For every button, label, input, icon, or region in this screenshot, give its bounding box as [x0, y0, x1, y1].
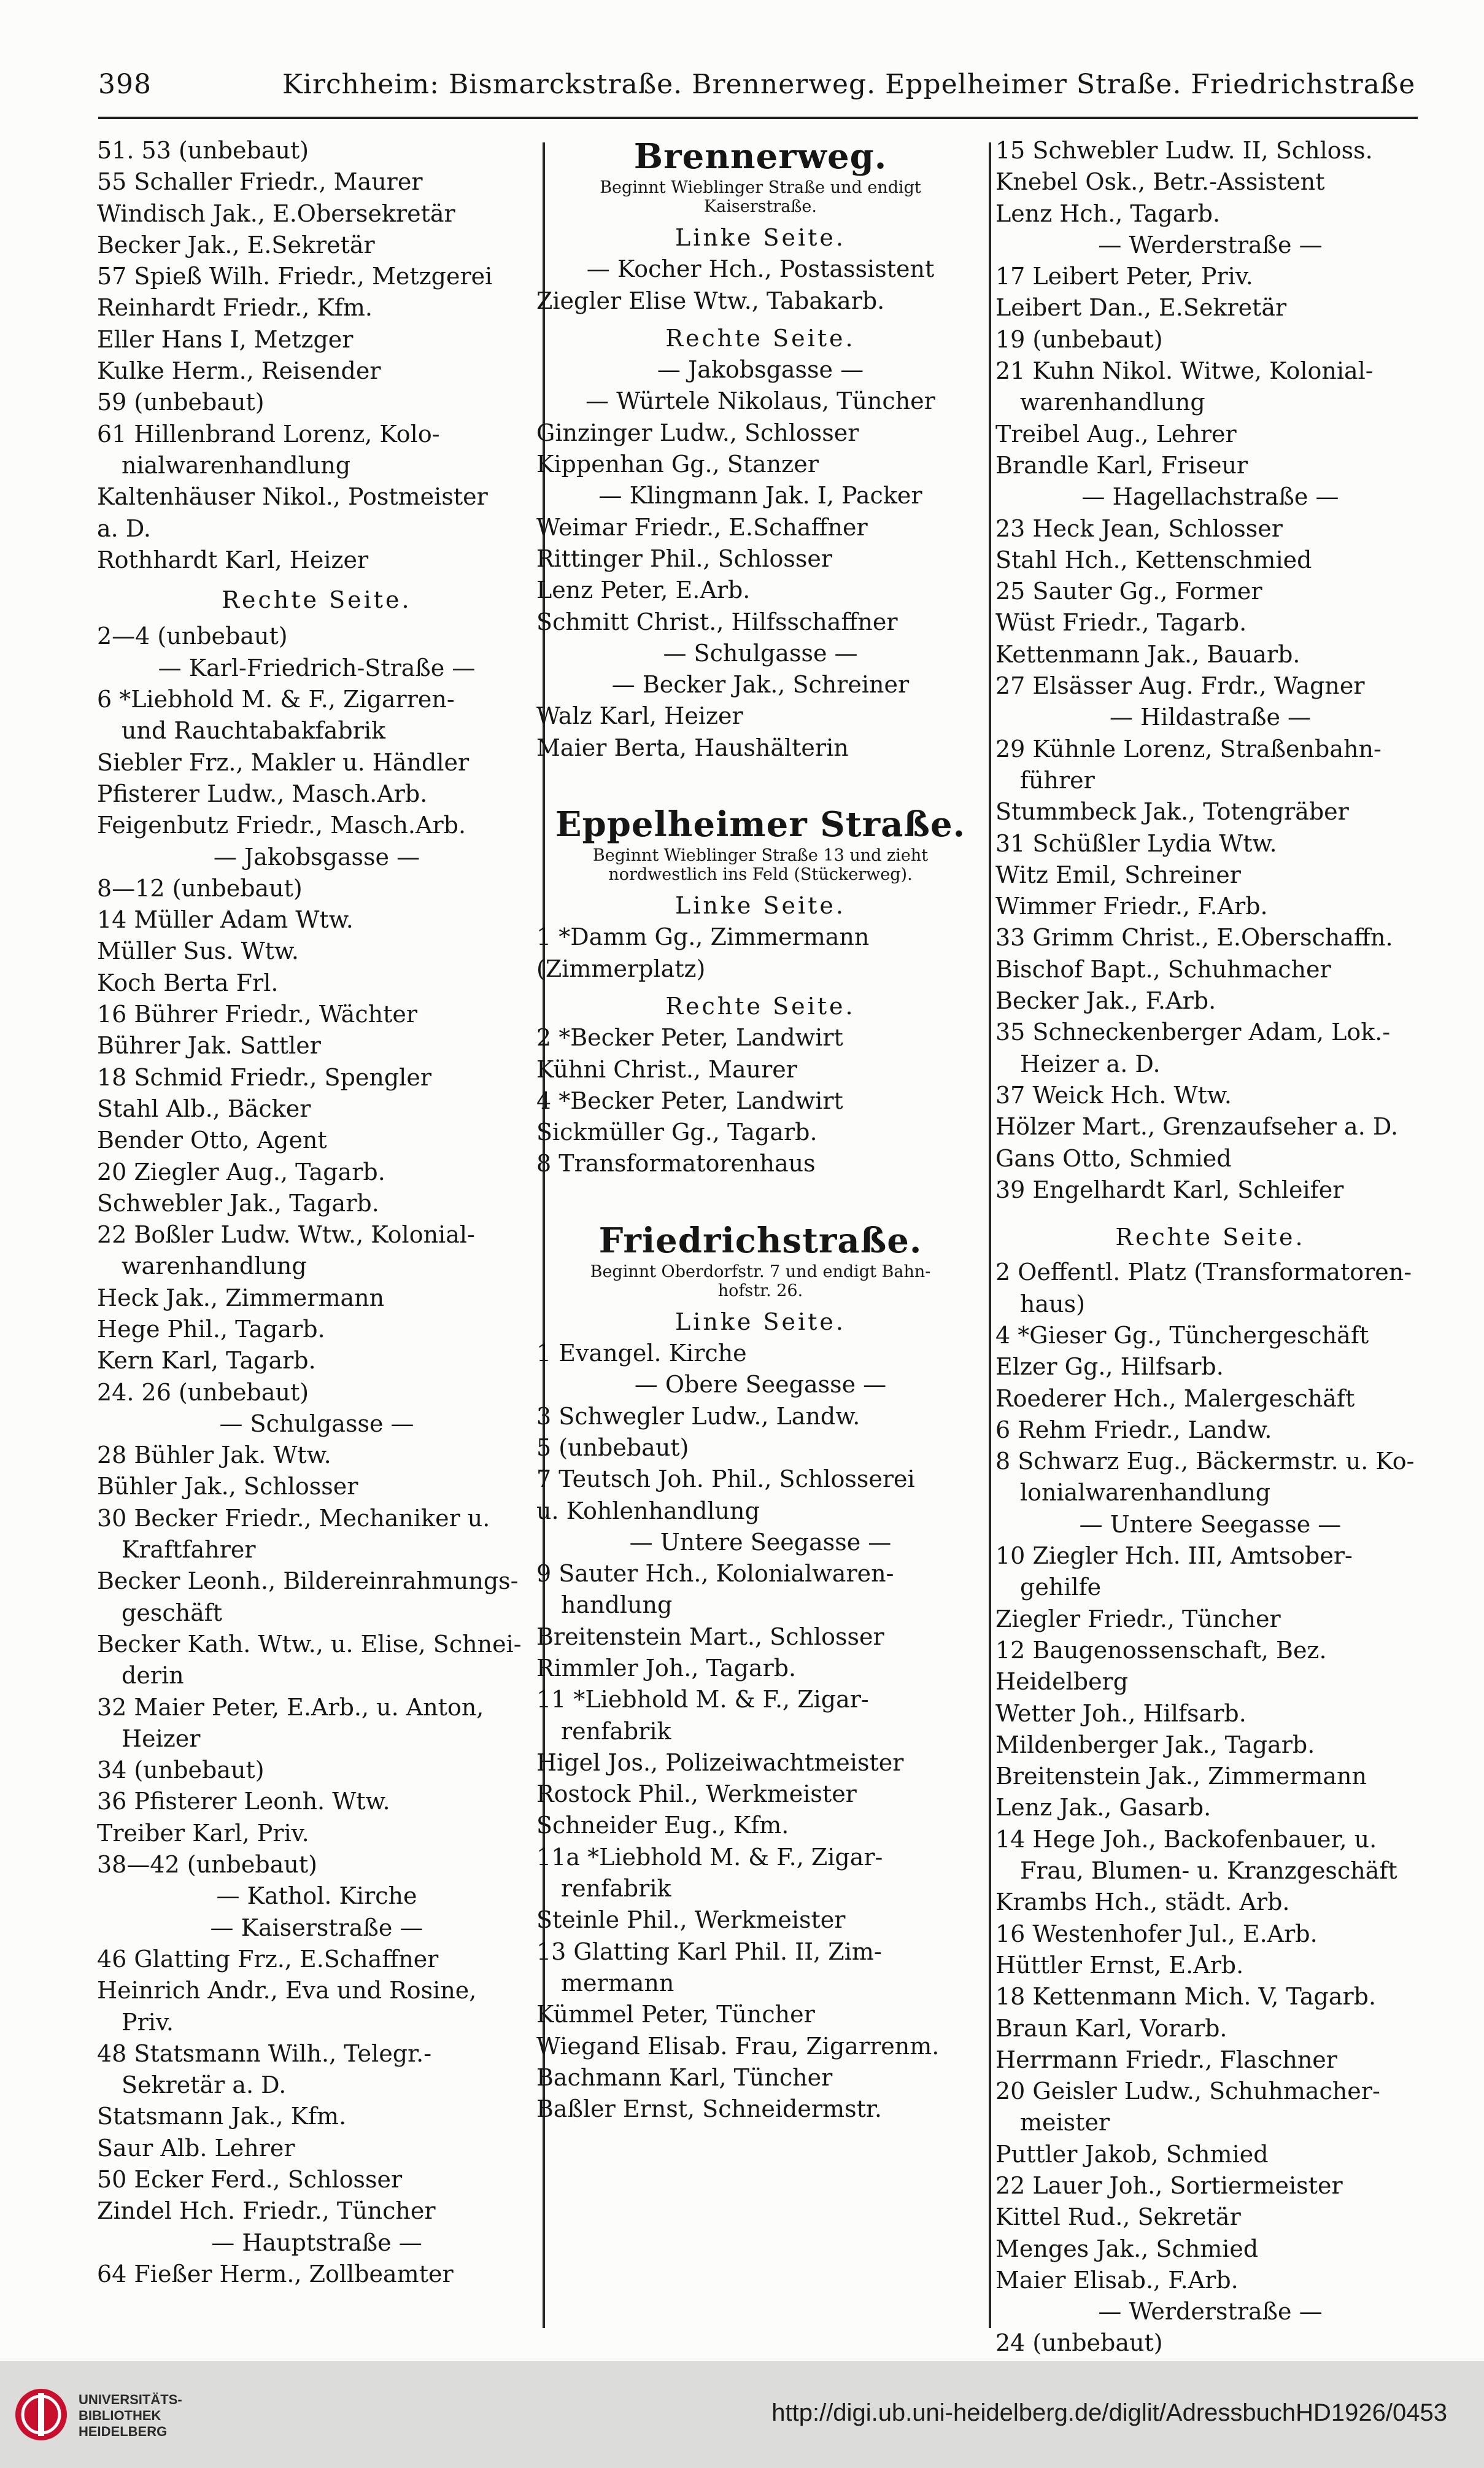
- resident-entry: Stahl Alb., Bäcker: [97, 1095, 311, 1122]
- resident-entry: Hölzer Mart., Grenzaufseher a. D.: [995, 1113, 1399, 1141]
- address-entry: 20 Geisler Ludw., Schuhmacher-: [995, 2078, 1380, 2105]
- resident-entry: Rostock Phil., Werkmeister: [536, 1780, 857, 1808]
- resident-entry: Rimmler Joh., Tagarb.: [536, 1654, 797, 1682]
- resident-entry: Higel Jos., Polizeiwachtmeister: [536, 1748, 904, 1776]
- address-entry: 57 Spieß Wilh. Friedr., Metzgerei: [97, 263, 493, 290]
- resident-entry: Weimar Friedr., E.Schaffner: [536, 513, 868, 541]
- address-entry: 59 (unbebaut): [97, 389, 265, 416]
- resident-entry: Schwebler Jak., Tagarb.: [97, 1189, 379, 1217]
- resident-entry: Maier Elisab., F.Arb.: [995, 2266, 1239, 2294]
- entry-continuation: warenhandlung: [122, 1252, 307, 1280]
- resident-entry: Hüttler Ernst, E.Arb.: [995, 1951, 1244, 1979]
- resident-entry: Bührer Jak. Sattler: [97, 1032, 321, 1060]
- resident-entry: Eller Hans I, Metzger: [97, 325, 354, 353]
- entry-continuation: meister: [1020, 2109, 1110, 2136]
- cross-street-marker: — Kathol. Kirche: [216, 1882, 417, 1910]
- address-entry: 10 Ziegler Hch. III, Amtsober-: [995, 1542, 1353, 1570]
- resident-entry: Koch Berta Frl.: [97, 969, 279, 996]
- brennerweg-entries-right: [536, 354, 984, 764]
- friedrichstrasse-entries-right: [995, 1257, 1425, 2359]
- resident-entry: Kippenhan Gg., Stanzer: [536, 451, 819, 478]
- address-entry: (Zimmerplatz): [536, 955, 706, 982]
- entry-continuation: geschäft: [122, 1599, 223, 1626]
- address-entry: 8 Transformatorenhaus: [536, 1150, 816, 1178]
- entry-continuation: Sekretär a. D.: [122, 2071, 287, 2099]
- resident-entry: Braun Karl, Vorarb.: [995, 2014, 1227, 2042]
- entry-continuation: gehilfe: [1020, 1574, 1102, 1601]
- address-entry: 1 Evangel. Kirche: [536, 1340, 747, 1367]
- address-entry: 6 *Liebhold M. & F., Zigarren-: [97, 686, 455, 713]
- resident-entry: Windisch Jak., E.Obersekretär: [97, 200, 455, 227]
- resident-entry: Siebler Frz., Makler u. Händler: [97, 748, 470, 776]
- cross-street-marker: — Karl-Friedrich-Straße —: [158, 654, 476, 681]
- address-entry: 4 *Becker Peter, Landwirt: [536, 1087, 843, 1114]
- resident-entry: Herrmann Friedr., Flaschner: [995, 2046, 1337, 2073]
- resident-entry: Heck Jak., Zimmermann: [97, 1284, 385, 1311]
- header-rule: [98, 117, 1418, 119]
- address-entry: 14 Müller Adam Wtw.: [97, 906, 354, 934]
- street-note: Beginnt Wieblinger Straße 13 und zieht: [592, 846, 929, 866]
- address-entry: 50 Ecker Ferd., Schlosser: [97, 2166, 403, 2193]
- resident-entry: Schmitt Christ., Hilfsschaffner: [536, 608, 898, 635]
- cross-street-marker: — Werderstraße —: [1098, 2298, 1323, 2326]
- entry-continuation: renfabrik: [561, 1717, 671, 1745]
- cross-street-marker: — Jakobsgasse —: [657, 356, 864, 384]
- entry-continuation: Priv.: [122, 2008, 174, 2036]
- entry-continuation: warenhandlung: [1020, 389, 1205, 416]
- resident-entry: Lenz Jak., Gasarb.: [995, 1794, 1212, 1822]
- resident-entry: Breitenstein Jak., Zimmermann: [995, 1763, 1367, 1790]
- page-header: [98, 69, 1416, 112]
- street-note: Beginnt Wieblinger Straße und endigt: [600, 178, 921, 197]
- cross-street-marker: — Hauptstraße —: [211, 2229, 422, 2256]
- column-middle: [536, 135, 984, 2339]
- resident-entry: Stahl Hch., Kettenschmied: [995, 546, 1312, 573]
- resident-entry: Ziegler Elise Wtw., Tabakarb.: [536, 287, 885, 314]
- street-heading-eppelheimer: Eppelheimer Straße.: [555, 804, 966, 845]
- resident-entry: Becker Jak., F.Arb.: [995, 987, 1216, 1015]
- address-entry: 48 Statsmann Wilh., Telegr.-: [97, 2039, 432, 2067]
- address-entry: 27 Elsässer Aug. Frdr., Wagner: [995, 672, 1365, 700]
- cross-street-marker: — Kaiserstraße —: [210, 1914, 423, 1941]
- resident-entry: Kümmel Peter, Tüncher: [536, 2001, 815, 2028]
- entry-continuation: mermann: [561, 1969, 674, 1997]
- friedrichstrasse-entries-left: [536, 1338, 984, 2125]
- address-entry: 9 Sauter Hch., Kolonialwaren-: [536, 1560, 894, 1588]
- resident-entry: Puttler Jakob, Schmied: [995, 2140, 1269, 2168]
- resident-entry: Lenz Peter, E.Arb.: [536, 576, 751, 604]
- brennerweg-entries-left: [536, 254, 984, 317]
- address-entry: 15 Schwebler Ludw. II, Schloss.: [995, 137, 1373, 164]
- entry-continuation: lonialwarenhandlung: [1020, 1479, 1271, 1507]
- cross-street-marker: — Werderstraße —: [1098, 231, 1323, 258]
- address-entry: 4 *Gieser Gg., Tünchergeschäft: [995, 1321, 1369, 1349]
- source-url[interactable]: http://digi.ub.uni-heidelberg.de/diglit/AdressbuchHD1926/0453: [771, 2399, 1447, 2426]
- resident-entry: Pfisterer Ludw., Masch.Arb.: [97, 780, 428, 807]
- address-entry: 29 Kühnle Lorenz, Straßenbahn-: [995, 735, 1382, 763]
- address-entry: 36 Pfisterer Leonh. Wtw.: [97, 1788, 390, 1815]
- address-entry: 61 Hillenbrand Lorenz, Kolo-: [97, 420, 440, 448]
- resident-entry: Kittel Rud., Sekretär: [995, 2203, 1241, 2231]
- address-entry: 5 (unbebaut): [536, 1434, 689, 1461]
- cross-street-marker: — Obere Seegasse —: [634, 1371, 887, 1399]
- resident-entry: Baßler Ernst, Schneidermstr.: [536, 2095, 882, 2123]
- resident-entry: Wiegand Elisab. Frau, Zigarrenm.: [536, 2032, 940, 2060]
- resident-entry: Zindel Hch. Friedr., Tüncher: [97, 2197, 436, 2225]
- address-entry: 14 Hege Joh., Backofenbauer, u.: [995, 1825, 1377, 1853]
- resident-entry: Knebel Osk., Betr.-Assistent: [995, 168, 1325, 196]
- resident-entry: Leibert Dan., E.Sekretär: [995, 294, 1287, 322]
- resident-entry: Saur Alb. Lehrer: [97, 2134, 295, 2162]
- resident-entry: Treibel Aug., Lehrer: [995, 420, 1237, 448]
- resident-entry: Wetter Joh., Hilfsarb.: [995, 1699, 1246, 1727]
- resident-entry: Becker Leonh., Bildereinrahmungs-: [97, 1567, 519, 1595]
- entry-continuation: Kraftfahrer: [122, 1536, 256, 1564]
- section-label-linke: Linke Seite.: [675, 892, 846, 920]
- resident-entry: Bischof Bapt., Schuhmacher: [995, 955, 1331, 983]
- resident-entry: Breitenstein Mart., Schlosser: [536, 1623, 884, 1650]
- address-entry: 17 Leibert Peter, Priv.: [995, 263, 1253, 290]
- address-entry: 25 Sauter Gg., Former: [995, 578, 1262, 605]
- resident-entry: Roederer Hch., Malergeschäft: [995, 1384, 1355, 1412]
- entry-continuation: Heizer a. D.: [1020, 1050, 1161, 1077]
- friedrichstrasse-entries-left-cont: [995, 135, 1425, 1206]
- page-number: 398: [98, 69, 152, 100]
- resident-entry: Kaltenhäuser Nikol., Postmeister: [97, 483, 488, 511]
- cross-street-marker: — Würtele Nikolaus, Tüncher: [585, 387, 935, 415]
- address-entry: 2 *Becker Peter, Landwirt: [536, 1024, 843, 1052]
- resident-entry: Brandle Karl, Friseur: [995, 451, 1248, 479]
- resident-entry: Becker Kath. Wtw., u. Elise, Schnei-: [97, 1630, 522, 1658]
- address-entry: 38—42 (unbebaut): [97, 1851, 317, 1879]
- library-logo-icon: [14, 2387, 69, 2442]
- street-heading-friedrichstrasse: Friedrichstraße.: [598, 1220, 922, 1261]
- cross-street-marker: — Schulgasse —: [663, 639, 858, 667]
- address-entry: 32 Maier Peter, E.Arb., u. Anton,: [97, 1693, 484, 1721]
- cross-street-marker: — Hagellachstraße —: [1081, 483, 1339, 511]
- address-entry: 2—4 (unbebaut): [97, 623, 288, 650]
- street-note: Beginnt Oberdorfstr. 7 und endigt Bahn-: [590, 1262, 931, 1281]
- address-entry: 37 Weick Hch. Wtw.: [995, 1081, 1232, 1109]
- entry-continuation: handlung: [561, 1591, 673, 1619]
- resident-entry: Mildenberger Jak., Tagarb.: [995, 1731, 1315, 1758]
- resident-entry: Sickmüller Gg., Tagarb.: [536, 1119, 817, 1146]
- resident-entry: Bühler Jak., Schlosser: [97, 1473, 358, 1500]
- address-entry: 13 Glatting Karl Phil. II, Zim-: [536, 1938, 882, 1965]
- column-divider: [989, 142, 991, 2328]
- library-name: UNIVERSITÄTS- BIBLIOTHEK HEIDELBERG: [79, 2392, 182, 2439]
- resident-entry: Müller Sus. Wtw.: [97, 937, 300, 965]
- address-entry: 2 Oeffentl. Platz (Transformatoren-: [995, 1259, 1412, 1286]
- address-entry: 8—12 (unbebaut): [97, 874, 303, 902]
- address-entry: 24. 26 (unbebaut): [97, 1378, 309, 1406]
- street-note: Kaiserstraße.: [704, 197, 817, 216]
- street-note: nordwestlich ins Feld (Stückerweg).: [608, 865, 913, 885]
- address-entry: 35 Schneckenberger Adam, Lok.-: [995, 1019, 1391, 1046]
- section-label-linke: Linke Seite.: [675, 224, 846, 251]
- resident-entry: Hege Phil., Tagarb.: [97, 1315, 325, 1343]
- address-entry: 51. 53 (unbebaut): [97, 137, 309, 164]
- resident-entry: Kettenmann Jak., Bauarb.: [995, 640, 1300, 668]
- resident-entry: Krambs Hch., städt. Arb.: [995, 1888, 1290, 1916]
- cross-street-marker: — Klingmann Jak. I, Packer: [598, 482, 922, 510]
- resident-entry: Statsmann Jak., Kfm.: [97, 2103, 347, 2130]
- page-title: Kirchheim: Bismarckstraße. Brennerweg. Eppelheimer Straße. Friedrichstraße: [282, 69, 1416, 100]
- resident-entry: Wüst Friedr., Tagarb.: [995, 609, 1247, 637]
- resident-entry: u. Kohlenhandlung: [536, 1497, 760, 1524]
- resident-entry: Schneider Eug., Kfm.: [536, 1812, 789, 1839]
- bismarck-entries-left: [97, 135, 536, 576]
- column-left: [97, 135, 536, 2339]
- address-entry: 39 Engelhardt Karl, Schleifer: [995, 1176, 1344, 1203]
- footer-bar: [0, 2361, 1484, 2468]
- address-entry: 11 *Liebhold M. & F., Zigar-: [536, 1686, 869, 1713]
- section-label-rechte: Rechte Seite.: [222, 586, 412, 614]
- resident-entry: Rothhardt Karl, Heizer: [97, 546, 369, 573]
- address-entry: 55 Schaller Friedr., Maurer: [97, 168, 423, 196]
- eppelheimer-entries-right: [536, 1022, 984, 1179]
- address-entry: 12 Baugenossenschaft, Bez.: [995, 1636, 1327, 1664]
- address-entry: 31 Schüßler Lydia Wtw.: [995, 829, 1277, 857]
- entry-continuation: führer: [1020, 766, 1095, 794]
- section-label-linke: Linke Seite.: [675, 1308, 846, 1335]
- resident-entry: Bachmann Karl, Tüncher: [536, 2063, 833, 2091]
- address-entry: 33 Grimm Christ., E.Oberschaffn.: [995, 924, 1393, 952]
- address-entry: 16 Bührer Friedr., Wächter: [97, 1001, 418, 1028]
- address-entry: 18 Kettenmann Mich. V, Tagarb.: [995, 1983, 1377, 2011]
- cross-street-marker: — Untere Seegasse —: [1079, 1510, 1342, 1538]
- column-right: [995, 135, 1425, 2357]
- street-note: hofstr. 26.: [717, 1281, 803, 1300]
- address-entry: 22 Lauer Joh., Sortiermeister: [995, 2172, 1343, 2199]
- address-entry: 21 Kuhn Nikol. Witwe, Kolonial-: [995, 357, 1374, 385]
- resident-entry: Kühni Christ., Maurer: [536, 1055, 797, 1083]
- section-label-rechte: Rechte Seite.: [665, 324, 856, 352]
- street-heading-brennerweg: Brennerweg.: [633, 136, 887, 177]
- entry-continuation: und Rauchtabakfabrik: [122, 717, 386, 745]
- address-entry: 6 Rehm Friedr., Landw.: [995, 1416, 1272, 1443]
- cross-street-marker: — Becker Jak., Schreiner: [611, 671, 910, 699]
- address-entry: 46 Glatting Frz., E.Schaffner: [97, 1945, 439, 1973]
- resident-entry: Gans Otto, Schmied: [995, 1144, 1232, 1172]
- cross-street-marker: — Untere Seegasse —: [629, 1528, 892, 1556]
- address-entry: 18 Schmid Friedr., Spengler: [97, 1063, 431, 1091]
- resident-entry: Witz Emil, Schreiner: [995, 861, 1241, 888]
- address-entry: 16 Westenhofer Jul., E.Arb.: [995, 1920, 1318, 1947]
- resident-entry: Maier Berta, Haushälterin: [536, 734, 849, 761]
- address-entry: 24 (unbebaut): [995, 2329, 1163, 2357]
- resident-entry: Ziegler Friedr., Tüncher: [995, 1605, 1281, 1632]
- address-entry: 11a *Liebhold M. & F., Zigar-: [536, 1843, 883, 1871]
- resident-entry: Steinle Phil., Werkmeister: [536, 1906, 846, 1934]
- resident-entry: Walz Karl, Heizer: [536, 702, 743, 730]
- resident-entry: Stummbeck Jak., Totengräber: [995, 798, 1349, 826]
- resident-entry: Heinrich Andr., Eva und Rosine,: [97, 1977, 477, 2004]
- address-entry: 20 Ziegler Aug., Tagarb.: [97, 1158, 385, 1185]
- resident-entry: Lenz Hch., Tagarb.: [995, 200, 1221, 227]
- resident-entry: Menges Jak., Schmied: [995, 2235, 1259, 2262]
- resident-entry: Kern Karl, Tagarb.: [97, 1347, 316, 1375]
- resident-entry: Reinhardt Friedr., Kfm.: [97, 294, 373, 322]
- resident-entry: Kulke Herm., Reisender: [97, 357, 381, 385]
- resident-entry: Bender Otto, Agent: [97, 1127, 327, 1154]
- cross-street-marker: — Kocher Hch., Postassistent: [586, 255, 935, 283]
- resident-entry: Wimmer Friedr., F.Arb.: [995, 893, 1268, 920]
- address-entry: 3 Schwegler Ludw., Landw.: [536, 1402, 860, 1430]
- resident-entry: Feigenbutz Friedr., Masch.Arb.: [97, 812, 466, 839]
- address-entry: 22 Boßler Ludw. Wtw., Kolonial-: [97, 1221, 475, 1249]
- entry-continuation: nialwarenhandlung: [122, 451, 351, 479]
- address-entry: 34 (unbebaut): [97, 1756, 265, 1784]
- section-label-rechte: Rechte Seite.: [1115, 1224, 1305, 1251]
- cross-street-marker: — Schulgasse —: [219, 1410, 414, 1437]
- address-entry: 30 Becker Friedr., Mechaniker u.: [97, 1504, 490, 1532]
- cross-street-marker: — Hildastraße —: [1109, 704, 1312, 731]
- address-entry: 1 *Damm Gg., Zimmermann: [536, 923, 870, 951]
- address-entry: 64 Fießer Herm., Zollbeamter: [97, 2260, 454, 2288]
- entry-continuation: derin: [122, 1662, 184, 1690]
- section-label-rechte: Rechte Seite.: [665, 992, 856, 1020]
- address-entry: 8 Schwarz Eug., Bäckermstr. u. Ko-: [995, 1448, 1415, 1475]
- address-entry: 28 Bühler Jak. Wtw.: [97, 1442, 331, 1469]
- entry-continuation: Frau, Blumen- u. Kranzgeschäft: [1020, 1857, 1397, 1885]
- bismarck-entries-right: [97, 621, 536, 2290]
- resident-entry: a. D.: [97, 514, 152, 542]
- resident-entry: Heidelberg: [995, 1668, 1129, 1696]
- cross-street-marker: — Jakobsgasse —: [213, 843, 420, 871]
- entry-continuation: renfabrik: [561, 1875, 671, 1903]
- address-entry: 7 Teutsch Joh. Phil., Schlosserei: [536, 1465, 915, 1493]
- address-entry: 19 (unbebaut): [995, 325, 1163, 353]
- resident-entry: Ginzinger Ludw., Schlosser: [536, 419, 859, 446]
- resident-entry: Becker Jak., E.Sekretär: [97, 231, 375, 258]
- eppelheimer-entries-left: [536, 922, 984, 985]
- resident-entry: Elzer Gg., Hilfsarb.: [995, 1353, 1224, 1381]
- resident-entry: Treiber Karl, Priv.: [97, 1819, 309, 1847]
- resident-entry: Rittinger Phil., Schlosser: [536, 545, 833, 572]
- address-entry: 23 Heck Jean, Schlosser: [995, 514, 1283, 542]
- entry-continuation: Heizer: [122, 1725, 201, 1752]
- entry-continuation: haus): [1020, 1290, 1085, 1317]
